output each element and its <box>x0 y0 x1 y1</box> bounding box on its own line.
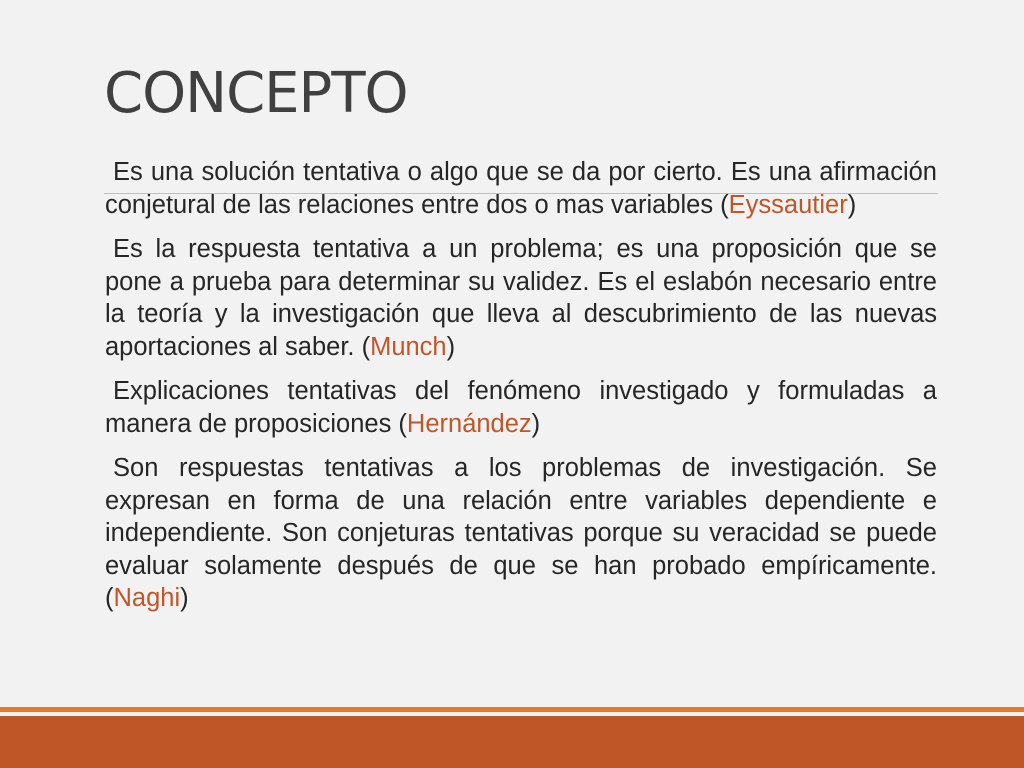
paragraph-2 <box>105 233 937 363</box>
paragraph-close: ) <box>531 409 541 438</box>
slide-title: CONCEPTO <box>104 61 408 126</box>
paragraph-1 <box>105 156 937 221</box>
paragraph-text: Son respuestas tentativas a los problemas de investigación. Se expresan en forma de una relación entre variables dependiente e independiente. Son conjeturas tentativas porque su veracidad se puede evaluar solamente después de que se han probado empíricamente. ( <box>105 454 937 612</box>
author-eyssautier: Eyssautier <box>728 190 848 219</box>
paragraph-text: Explicaciones tentativas del fenómeno investigado y formuladas a manera de proposiciones ( <box>105 377 937 438</box>
paragraph-4 <box>105 452 937 615</box>
footer-accent-line <box>0 707 1024 712</box>
paragraph-close: ) <box>446 332 456 361</box>
paragraph-text: Es una solución tentativa o algo que se da por cierto. Es una afirmación conjetural de las relaciones entre dos o mas variables ( <box>105 158 937 219</box>
paragraph-3 <box>105 375 937 440</box>
footer-band <box>0 716 1024 768</box>
author-munch: Munch <box>370 332 447 361</box>
paragraph-close: ) <box>847 190 857 219</box>
author-naghi: Naghi <box>113 584 181 612</box>
author-hernandez: Hernández <box>406 409 532 438</box>
paragraph-text: Es la respuesta tentativa a un problema; es una proposición que se pone a prueba para determinar su validez. Es el eslabón necesario entre la teoría y la investigación que lleva al descubrimiento de las nuevas aportaciones al saber. ( <box>105 235 937 361</box>
paragraph-close: ) <box>180 584 189 612</box>
slide-body <box>105 156 937 627</box>
